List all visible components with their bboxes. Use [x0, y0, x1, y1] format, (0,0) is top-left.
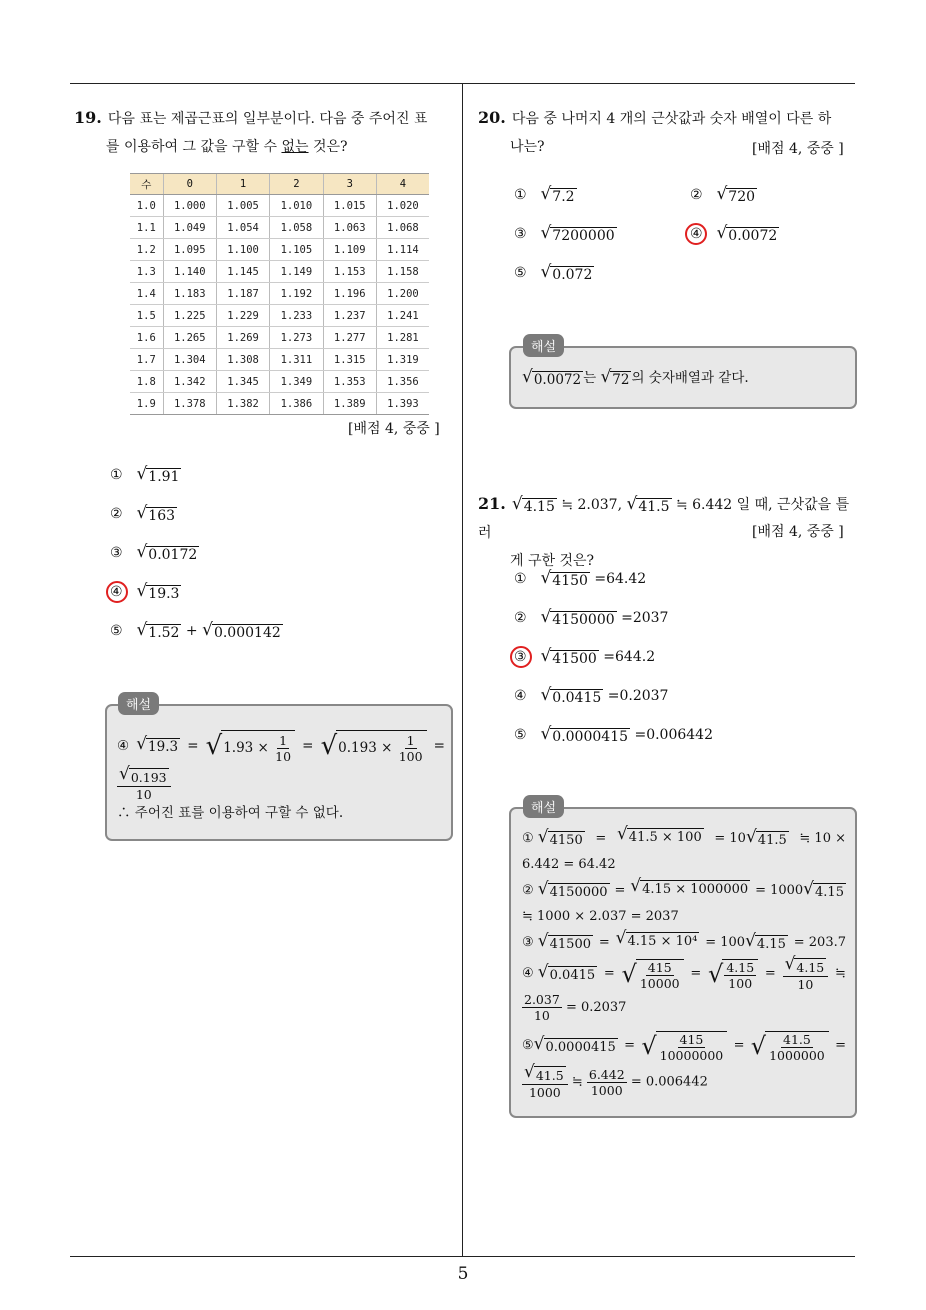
option-mark: ④: [110, 584, 123, 600]
question-text: 다음 표는 제곱근표의 일부분이다. 다음 중 주어진 표: [107, 111, 428, 127]
option-mark: ③: [514, 649, 527, 665]
question-text-cont: 나는?: [510, 139, 545, 155]
solution-tag: 해설: [523, 795, 564, 818]
plus-sign: +: [185, 623, 198, 639]
underlined-word: 없는: [281, 139, 309, 155]
sqrt-expression: √ 1.91: [136, 464, 180, 485]
option-1[interactable]: ① √ 7.2: [514, 184, 575, 205]
option-5[interactable]: ⑤ √ 0.072: [514, 262, 593, 283]
solution-body-19: ④ √ 19.3 = √ 1.93 × $\frac{1}{10}$ = √ 0.193 × $\frac{1}{100}$ = √ 0.193 10 ∴ 주어진 표를 이용하여 구할 수 없다.: [117, 731, 445, 821]
table-cell: 1.315: [323, 349, 376, 371]
option-5[interactable]: ⑤ √ 0.0000415 =0.006442: [514, 724, 713, 745]
table-cell: 1.068: [376, 217, 429, 239]
table-cell: 1.153: [323, 261, 376, 283]
table-cell: 1.345: [216, 371, 269, 393]
table-cell: 1.058: [270, 217, 323, 239]
table-header-cell: 0: [163, 174, 216, 195]
column-divider: [462, 83, 463, 1257]
table-row: [130, 327, 429, 349]
table-cell: 1.342: [163, 371, 216, 393]
option-2[interactable]: ② √ 4150000 =2037: [514, 607, 669, 628]
table-cell: 1.241: [376, 305, 429, 327]
table-cell: 1.378: [163, 393, 216, 415]
table-cell: 1.192: [270, 283, 323, 305]
table-cell: 1.183: [163, 283, 216, 305]
table-row: [130, 195, 429, 217]
table-cell: 1.109: [323, 239, 376, 261]
table-cell: 1.6: [130, 327, 163, 349]
option-2[interactable]: [110, 505, 177, 525]
sqrt-expression: √ 163: [136, 503, 176, 524]
option-3[interactable]: ③ √ 41500 =644.2: [514, 646, 656, 667]
table-cell: 1.356: [376, 371, 429, 393]
table-row: [130, 393, 429, 415]
table-cell: 1.281: [376, 327, 429, 349]
table-cell: 1.237: [323, 305, 376, 327]
table-cell: 1.000: [163, 195, 216, 217]
table-cell: 1.196: [323, 283, 376, 305]
option-mark: ⑤: [514, 265, 527, 281]
table-cell: 1.054: [216, 217, 269, 239]
table-cell: 1.308: [216, 349, 269, 371]
table-cell: 1.8: [130, 371, 163, 393]
option-mark: ①: [514, 187, 527, 203]
option-mark: ②: [514, 610, 527, 626]
table-row: [130, 217, 429, 239]
question-text: 다음 중 나머지 4 개의 근삿값과 숫자 배열이 다른 하: [511, 111, 832, 127]
option-mark: ④: [690, 226, 703, 242]
question-number: 19.: [74, 108, 102, 127]
option-4[interactable]: ④ √ 0.0072: [690, 223, 778, 244]
option-1[interactable]: ① √ 4150 =64.42: [514, 568, 647, 589]
solution-tag: 해설: [523, 334, 564, 357]
answer-circle-mark: [685, 223, 707, 245]
table-header-cell: 1: [216, 174, 269, 195]
table-header-cell: 3: [323, 174, 376, 195]
sqrt-expression: √ 0.0172: [136, 542, 198, 563]
table-cell: 1.304: [163, 349, 216, 371]
table-cell: 1.095: [163, 239, 216, 261]
question-number: 20.: [478, 108, 506, 127]
table-cell: 1.269: [216, 327, 269, 349]
option-mark: ③: [514, 226, 527, 242]
table-cell: 1.140: [163, 261, 216, 283]
option-2[interactable]: ② √ 720: [690, 184, 756, 205]
question-text-end: 것은?: [308, 139, 348, 155]
table-cell: 1.3: [130, 261, 163, 283]
page-number: 5: [457, 1264, 469, 1284]
table-cell: 1.020: [376, 195, 429, 217]
table-cell: 1.277: [323, 327, 376, 349]
table-cell: 1.311: [270, 349, 323, 371]
table-cell: 1.225: [163, 305, 216, 327]
table-cell: 1.319: [376, 349, 429, 371]
score-label: [배점 4, 중중 ]: [348, 421, 440, 437]
table-row: [130, 371, 429, 393]
table-cell: 1.389: [323, 393, 376, 415]
table-cell: 1.010: [270, 195, 323, 217]
sqrt-expression: √ 1.52: [136, 620, 180, 641]
option-mark: ④: [514, 688, 527, 704]
table-cell: 1.382: [216, 393, 269, 415]
table-cell: 1.273: [270, 327, 323, 349]
table-cell: 1.114: [376, 239, 429, 261]
table-cell: 1.100: [216, 239, 269, 261]
table-cell: 1.353: [323, 371, 376, 393]
question-text-cont: 게 구한 것은?: [510, 553, 595, 569]
sqrt-expression: √ 19.3: [136, 581, 180, 602]
question-text-cont: 를 이용하여 그 값을 구할 수: [106, 139, 282, 155]
question-19: [74, 104, 458, 161]
table-header-cell: 4: [376, 174, 429, 195]
table-cell: 1.386: [270, 393, 323, 415]
table-cell: 1.9: [130, 393, 163, 415]
option-mark: ⑤: [110, 623, 123, 639]
table-cell: 1.200: [376, 283, 429, 305]
question-21: 21. √ 4.15 ≒ 2.037, √ 41.5 ≒ 6.442 일 때, 근삿값을 틀러 게 구한 것은?: [478, 494, 850, 569]
table-cell: 1.145: [216, 261, 269, 283]
table-cell: 1.2: [130, 239, 163, 261]
option-mark: ②: [110, 506, 123, 522]
table-row: [130, 305, 429, 327]
table-cell: 1.049: [163, 217, 216, 239]
solution-body-21: ① √ 4150 = √ 41.5 × 100 = 10 √ 41.5 ≒ 10 × 6.442 = 64.42 ② √ 4150000 = √ 4.15 × 1000000 = 1000 √ 4.15 ≒ 1000 × 2.037 = 2037 ③ √ 41500 = √ 4.15 × 10⁴ = 100 √ 4.15 = 203.7 ④ √ 0.0415 = √ $\frac{415}{10000}$ = √ $\frac{4.15}{100}$ = √ 4.15 10 ≒ $\frac{2.037}{10}$ = 0.2037 ⑤ √ 0.0000415 = √ $\frac{415}{10000000}$ = √ $\frac{41.5}{1000000}$ = √ 41.5 1000 ≒ $\frac{6.442}{1000}$ = 0.006442: [522, 824, 846, 1100]
option-mark: ①: [514, 571, 527, 587]
table-row: [130, 239, 429, 261]
table-cell: 1.149: [270, 261, 323, 283]
table-cell: 1.265: [163, 327, 216, 349]
table-cell: 1.063: [323, 217, 376, 239]
square-root-table: [130, 173, 429, 415]
table-row: [130, 261, 429, 283]
sol-mark: ④: [117, 737, 130, 754]
table-cell: 1.7: [130, 349, 163, 371]
option-mark: ②: [690, 187, 703, 203]
option-3[interactable]: ③ √ 7200000: [514, 223, 615, 244]
option-4[interactable]: ④ √ 0.0415 =0.2037: [514, 685, 669, 706]
solution-tag: 해설: [118, 692, 159, 715]
option-mark: ①: [110, 467, 123, 483]
table-cell: 1.233: [270, 305, 323, 327]
table-row: [130, 283, 429, 305]
table-cell: 1.015: [323, 195, 376, 217]
question-number: 21.: [478, 494, 506, 513]
table-cell: 1.105: [270, 239, 323, 261]
option-mark: ⑤: [514, 727, 527, 743]
option-mark: ③: [110, 545, 123, 561]
score-label: [배점 4, 중중 ]: [752, 524, 844, 540]
table-cell: 1.187: [216, 283, 269, 305]
table-row: [130, 349, 429, 371]
score-label: [배점 4, 중중 ]: [752, 141, 844, 157]
table-cell: 1.229: [216, 305, 269, 327]
table-header-cell: 2: [270, 174, 323, 195]
table-cell: 1.5: [130, 305, 163, 327]
table-cell: 1.005: [216, 195, 269, 217]
solution-body-20: √ 0.0072 는 √ 72 의 숫자배열과 같다.: [522, 367, 749, 388]
table-header-cell: 수: [130, 174, 163, 195]
table-cell: 1.393: [376, 393, 429, 415]
table-cell: 1.349: [270, 371, 323, 393]
sqrt-expression: √ 0.000142: [202, 620, 281, 641]
option-3[interactable]: [110, 544, 199, 564]
answer-circle-mark: [106, 581, 128, 603]
answer-circle-mark: [510, 646, 532, 668]
option-1[interactable]: [110, 466, 181, 486]
table-cell: 1.4: [130, 283, 163, 305]
table-cell: 1.0: [130, 195, 163, 217]
option-5[interactable]: [110, 622, 283, 642]
table-cell: 1.158: [376, 261, 429, 283]
sol-conclusion: ∴ 주어진 표를 이용하여 구할 수 없다.: [117, 805, 344, 821]
table-cell: 1.1: [130, 217, 163, 239]
